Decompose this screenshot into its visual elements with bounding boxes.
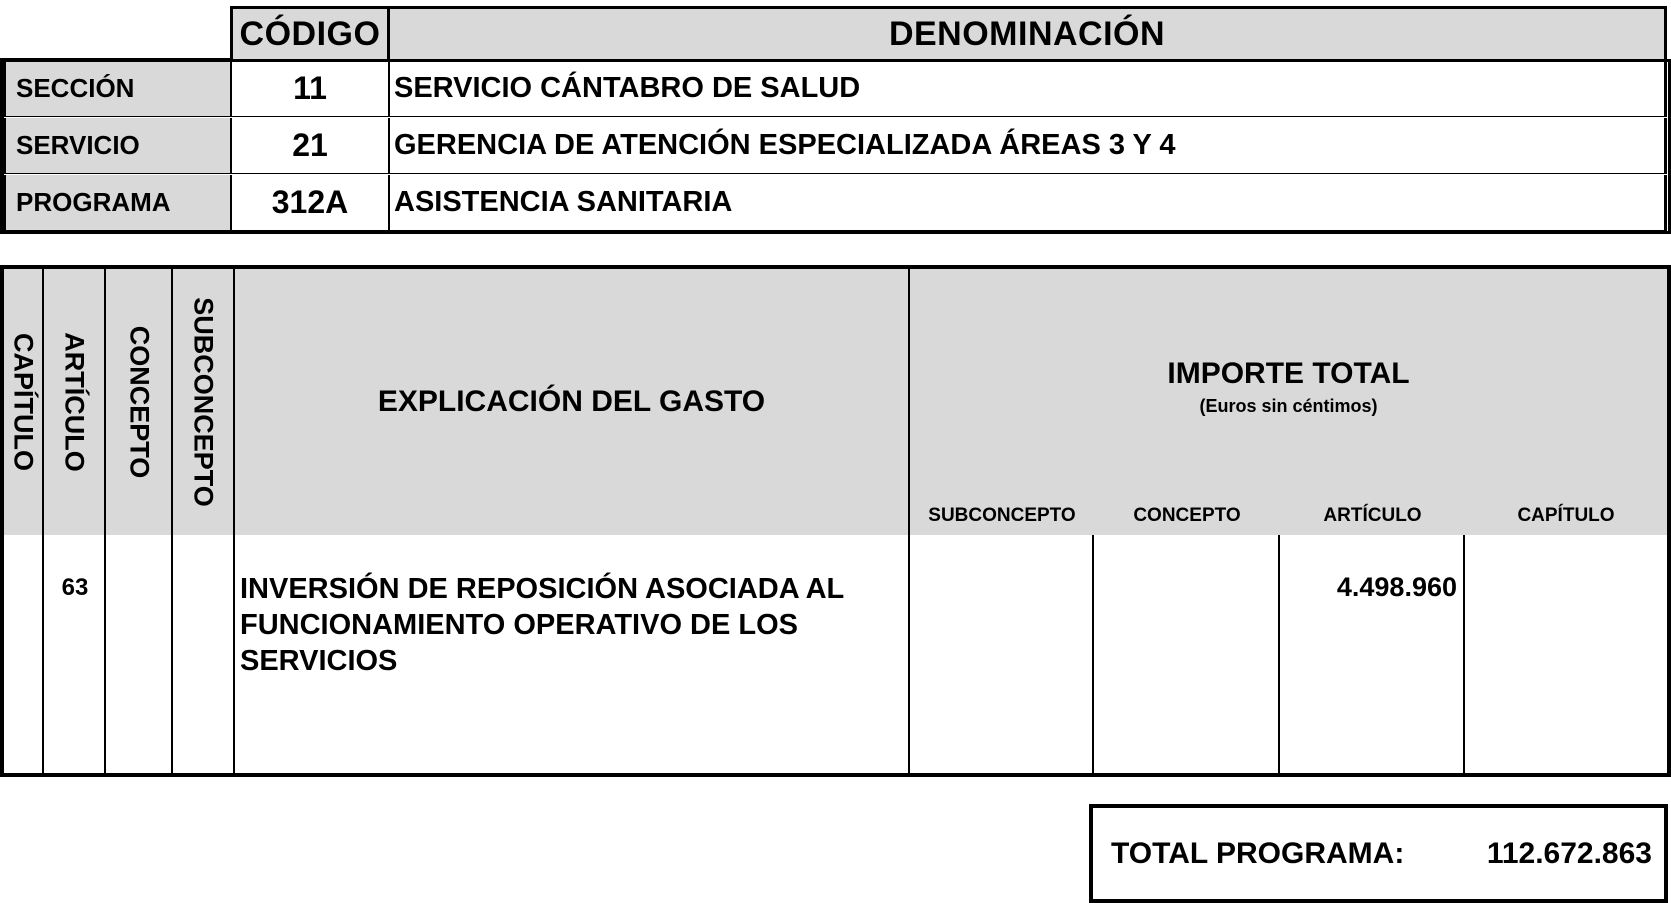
amount-articulo-header: ARTÍCULO xyxy=(1323,505,1422,526)
explicacion-column-header: EXPLICACIÓN DEL GASTO xyxy=(235,269,910,535)
row-importe-articulo: 4.498.960 xyxy=(1336,572,1457,602)
row-articulo-code: 63 xyxy=(61,574,89,601)
header-table xyxy=(0,0,1671,235)
total-programa-label: TOTAL PROGRAMA: xyxy=(1111,836,1405,870)
programa-code: 312A xyxy=(230,175,390,231)
subconcepto-column xyxy=(173,269,235,773)
articulo-column-header: ARTÍCULO xyxy=(59,332,90,472)
servicio-code: 21 xyxy=(230,118,390,174)
importe-total-note: (Euros sin céntimos) xyxy=(1199,396,1378,416)
amount-capitulo-column xyxy=(1465,535,1667,773)
total-programa-value: 112.672.863 xyxy=(1486,836,1652,870)
capitulo-column xyxy=(4,269,44,773)
row-explicacion: INVERSIÓN DE REPOSICIÓN ASOCIADA AL FUNCIONAMIENTO OPERATIVO DE LOS SERVICIOS xyxy=(240,573,844,677)
concepto-column-header: CONCEPTO xyxy=(124,325,154,479)
concepto-column xyxy=(106,269,173,773)
programa-name: ASISTENCIA SANITARIA xyxy=(388,175,1667,231)
seccion-label: SECCIÓN xyxy=(3,61,230,117)
total-programa-box xyxy=(1089,804,1668,903)
expense-table xyxy=(0,265,1671,777)
servicio-name: GERENCIA DE ATENCIÓN ESPECIALIZADA ÁREAS 3 Y 4 xyxy=(388,118,1667,174)
denominacion-header: DENOMINACIÓN xyxy=(387,6,1667,61)
codigo-header: CÓDIGO xyxy=(230,6,390,61)
articulo-column xyxy=(44,269,106,773)
servicio-label: SERVICIO xyxy=(3,118,230,174)
importe-total-header: IMPORTE TOTAL xyxy=(1167,357,1410,390)
amount-concepto-column xyxy=(1094,535,1280,773)
amount-articulo-column xyxy=(1280,535,1465,773)
amount-subconcepto-header: SUBCONCEPTO xyxy=(928,505,1076,526)
capitulo-column-header: CAPÍTULO xyxy=(8,333,39,471)
amount-capitulo-header: CAPÍTULO xyxy=(1517,505,1615,526)
amount-subconcepto-column xyxy=(910,535,1094,773)
programa-label: PROGRAMA xyxy=(3,175,230,231)
amount-concepto-header: CONCEPTO xyxy=(1133,505,1241,526)
subconcepto-column-header: SUBCONCEPTO xyxy=(188,297,219,507)
seccion-name: SERVICIO CÁNTABRO DE SALUD xyxy=(388,61,1667,117)
seccion-code: 11 xyxy=(230,61,390,117)
